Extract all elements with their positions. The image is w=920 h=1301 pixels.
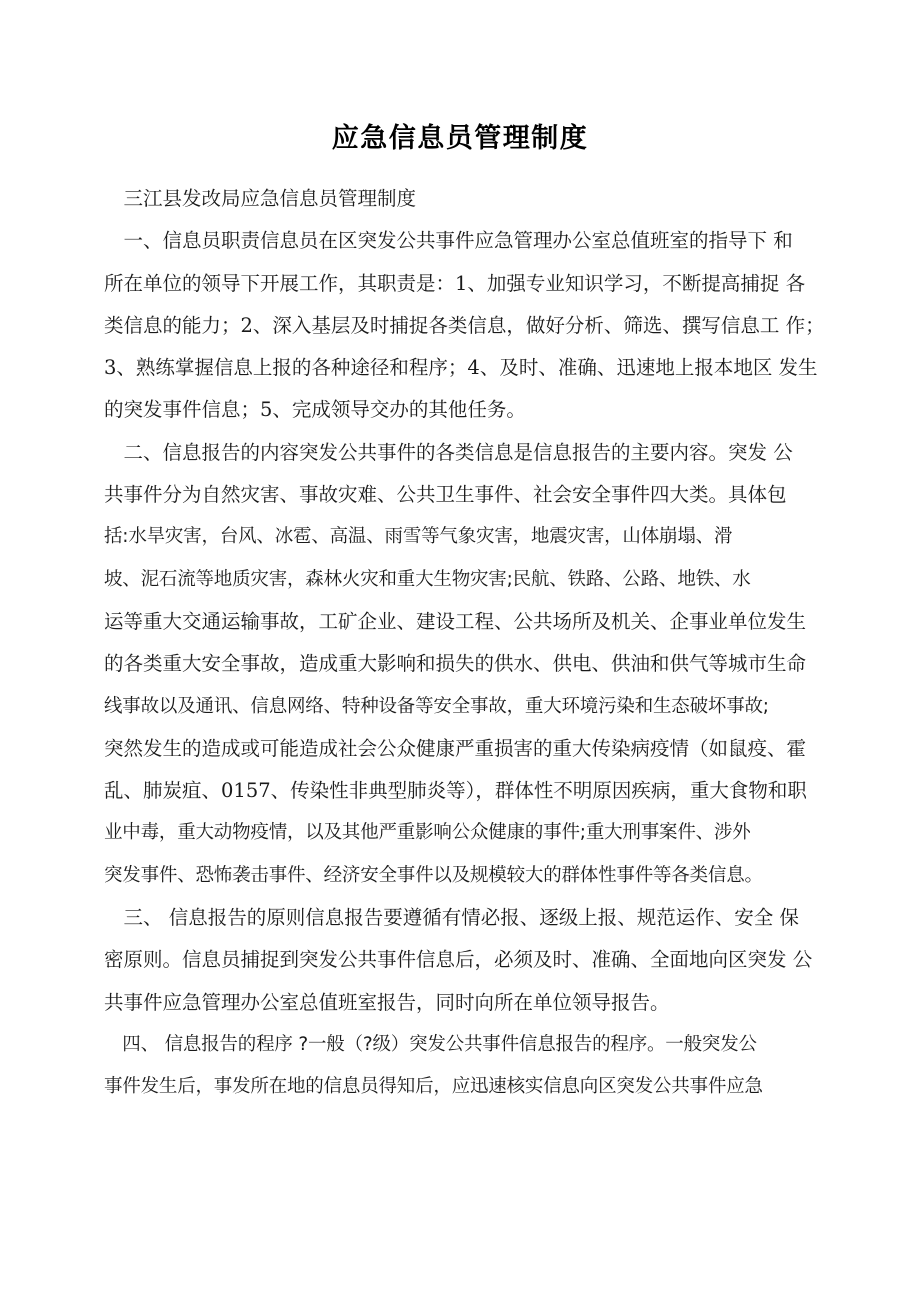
body-line: 线事故以及通讯、信息网络、特种设备等安全事故，重大环境污染和生态破坏事故; [104,695,769,717]
body-line: 乱、肺炭疽、0157、传染性非典型肺炎等），群体性不明原因疾病，重大食物和职 [104,779,807,803]
body-line: 三、 信息报告的原则信息报告要遵循有情必报、逐级上报、规范运作、安全 保 [104,906,799,930]
body-line: 运等重大交通运输事故，工矿企业、建设工程、公共场所及机关、企事业单位发生 [104,609,807,633]
body-line: 所在单位的领导下开展工作，其职责是：1、加强专业知识学习，不断提高捕捉 各 [104,271,806,295]
body-line: 括:水旱灾害，台风、冰雹、高温、雨雪等气象灾害，地震灾害，山体崩塌、滑 [104,526,733,548]
body-line: 的突发事件信息；5、完成领导交办的其他任务。 [104,398,526,422]
body-line: 业中毒，重大动物疫情，以及其他严重影响公众健康的事件;重大刑事案件、涉外 [104,822,751,844]
document-body [104,178,825,1109]
body-line: 事件发生后，事发所在地的信息员得知后，应迅速核实信息向区突发公共事件应急 [104,1076,763,1098]
body-line: 四、 信息报告的程序 ?一般（?级）突发公共事件信息报告的程序。一般突发公 [104,1033,757,1055]
body-line: 3、熟练掌握信息上报的各种途径和程序；4、及时、准确、迅速地上报本地区 发生 [104,356,818,380]
body-line: 三江县发改局应急信息员管理制度 [104,187,417,210]
page-title: 应急信息员管理制度 [331,123,589,155]
body-line: 密原则。信息员捕捉到突发公共事件信息后，必须及时、准确、全面地向区突发 公 [104,948,813,972]
body-line: 突发事件、恐怖袭击事件、经济安全事件以及规模较大的群体性事件等各类信息。 [104,864,763,886]
body-line: 一、信息员职责信息员在区突发公共事件应急管理办公室总值班室的指导下 和 [104,229,793,253]
body-line: 共事件应急管理办公室总值班室报告，同时向所在单位领导报告。 [104,990,670,1014]
body-line: 共事件分为自然灾害、事故灾难、公共卫生事件、社会安全事件四大类。具体包 [104,483,787,507]
body-line: 类信息的能力；2、深入基层及时捕捉各类信息，做好分析、筛选、撰写信息工 作； [104,313,825,337]
body-line: 突然发生的造成或可能造成社会公众健康严重损害的重大传染病疫情（如鼠疫、霍 [104,736,807,760]
body-line: 二、信息报告的内容突发公共事件的各类信息是信息报告的主要内容。突发 公 [104,440,793,464]
body-line: 的各类重大安全事故，造成重大影响和损失的供水、供电、供油和供气等城市生命 [104,652,807,676]
body-line: 坡、泥石流等地质灾害，森林火灾和重大生物灾害;民航、铁路、公路、地铁、水 [104,568,751,590]
